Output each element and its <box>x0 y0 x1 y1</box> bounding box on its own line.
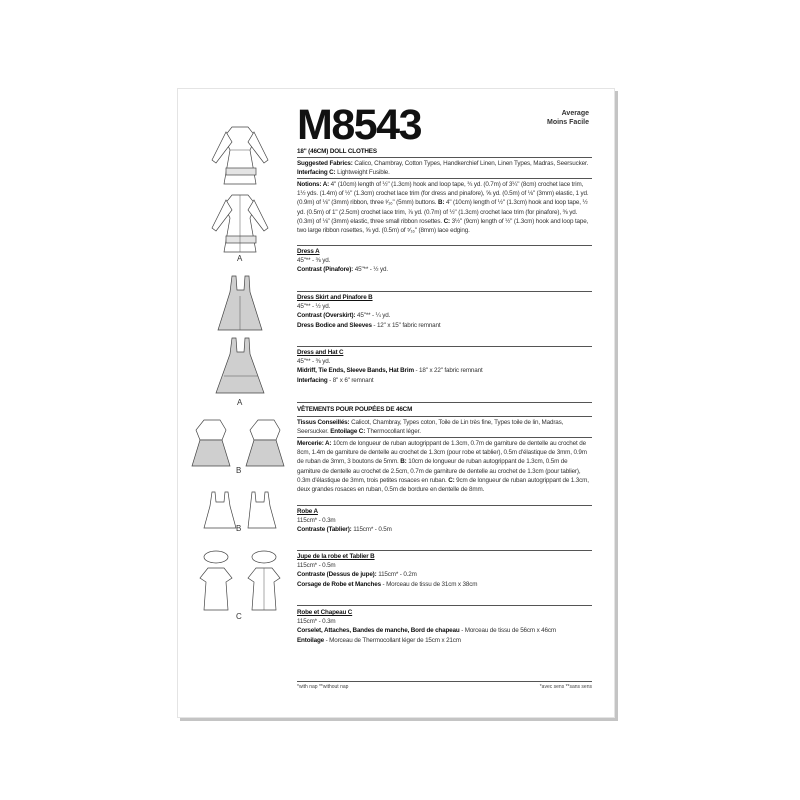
tissus-conseilles <box>297 418 592 436</box>
text: 115cm* - 0.5m <box>297 562 336 570</box>
text: 45"** - ⅜ yd. <box>297 358 331 366</box>
bold-label: Interfacing <box>297 376 328 384</box>
text: - 18" x 22" fabric remnant <box>413 367 483 375</box>
bold-label: Contraste (Tablier): <box>297 526 354 534</box>
divider <box>297 505 592 506</box>
notions <box>297 180 592 235</box>
text: Calicot, Chambray, Types coton, Toile de Lin très fine, Types toile de lin, Madras, Seersucker. <box>297 419 564 436</box>
view-heading: Dress Skirt and Pinafore B <box>297 294 373 301</box>
text: - Morceau de Thermocollant léger de 15cm x 21cm <box>324 636 461 644</box>
difficulty-fr: Moins Facile <box>546 119 589 126</box>
metrage-robe-c <box>297 608 592 645</box>
bold-label: B: <box>438 199 446 207</box>
french-title: VÊTEMENTS POUR POUPÉES DE 46CM <box>297 406 413 413</box>
text: 4" (10cm) length of ½" (1.3cm) hook and loop tape, ½ yd. (0.5m) of 1" (2.5cm) crochet lace trim, ⅞ yd. (0.7m) of ½" (1.3cm) crochet lace trim (for pinafore), ⅜ yd. (0.3m) of ⅛" (3mm) elastic, three small ribbon rosettes. <box>297 199 588 225</box>
bold-label: Suggested Fabrics: <box>297 160 355 167</box>
footnote-en: *with nap **without nap <box>297 684 349 690</box>
divider <box>297 346 592 347</box>
divider <box>297 681 592 682</box>
paragraph <box>297 321 592 330</box>
mercerie <box>297 439 592 494</box>
text: - 8" x 6" remnant <box>327 376 374 384</box>
divider <box>297 157 592 158</box>
text: 115cm* - 0.5m <box>353 526 392 534</box>
paragraph <box>297 256 592 265</box>
view-heading: Robe et Chapeau C <box>297 609 353 616</box>
metrage-robe-b <box>297 552 592 589</box>
divider <box>297 550 592 551</box>
view-label: A <box>237 254 243 263</box>
paragraph <box>297 626 592 635</box>
paragraph <box>297 311 592 320</box>
pattern-number: M8543 <box>297 101 421 149</box>
bold-label: Tissus Conseillés: <box>297 419 352 426</box>
bold-label: Contraste (Dessus de jupe): <box>297 571 379 579</box>
view-label: B <box>236 524 242 533</box>
text: 45"** - ⅜ yd. <box>297 257 331 265</box>
pinafore-b-front-drawing <box>204 492 236 528</box>
paragraph <box>297 180 592 235</box>
view-illustrations <box>177 88 297 648</box>
text: 3½" (9cm) length of ½" (1.3cm) hook and loop tape, two large ribbon rosettes, ⅝ yd. (0.5m) of ⁵⁄₁₆" (8mm) lace edging. <box>297 217 589 235</box>
english-title: 18" (46CM) DOLL CLOTHES <box>297 148 377 155</box>
text: 10cm de longueur de ruban autogrippant de 1.3cm, 0.5m de garniture de dentelle au crochet de 2.5cm, 0.7m de garniture de dentelle au crochet de 1.3cm (pour tablier), 0.3m d'élastique de 3mm, trois petites rosaces en ruban. <box>297 458 581 484</box>
dress-a-front-drawing <box>212 127 268 184</box>
divider <box>297 437 592 438</box>
difficulty-en: Average <box>561 110 589 117</box>
paragraph <box>297 265 592 274</box>
view-heading: Jupe de la robe et Tablier B <box>297 553 375 560</box>
view-label: B <box>236 466 242 475</box>
bold-label: Entoilage <box>297 636 324 644</box>
paragraph <box>297 580 592 589</box>
text: - Morceau de tissu de 31cm x 38cm <box>380 580 478 588</box>
divider <box>297 416 592 417</box>
paragraph <box>297 168 592 177</box>
view-heading: Dress A <box>297 248 320 255</box>
bold-label: B: <box>400 458 409 466</box>
dress-c-back-drawing <box>248 551 280 610</box>
bold-label: Entoilage C: <box>330 428 367 436</box>
bold-label: Interfacing C: <box>297 169 338 177</box>
dress-b-front-drawing <box>192 420 230 466</box>
text: 45"** - ½ yd. <box>297 303 331 311</box>
difficulty-level <box>547 109 589 127</box>
dress-a-back-drawing <box>212 195 268 252</box>
view-label: A <box>237 398 243 407</box>
text: 4" (10cm) length of ½" (1.3cm) hook and loop tape, ¾ yd. (0.7m) of 3¼" (8cm) crochet lace trim, 1½ yds. (1.4m) of ½" (1.3cm) crochet lace trim (for dress and pinafore), ⅝ yd. (0.5m) of ⅛" (3mm) elastic, 1 yd. (0.9m) of ⅛" (3mm) ribbon, three ³⁄₁₆" (5mm) buttons. <box>297 181 589 207</box>
metrage-robe-a <box>297 507 592 535</box>
bold-label: C: <box>448 476 457 484</box>
text: - 12" x 15" fabric remnant <box>371 321 441 329</box>
dress-c-front-drawing <box>200 551 232 610</box>
text: Calico, Chambray, Cotton Types, Handkerchief Linen, Linen Types, Madras, Seersucker. <box>354 160 589 167</box>
paragraph <box>297 525 592 534</box>
paragraph <box>297 636 592 645</box>
paragraph <box>297 159 592 168</box>
view-label: C <box>236 612 242 621</box>
text: Lightweight Fusible. <box>337 169 390 177</box>
divider <box>297 291 592 292</box>
paragraph <box>297 366 592 375</box>
bold-label: Corsage de Robe et Manches <box>297 580 381 588</box>
yardage-dress-a <box>297 247 592 275</box>
paragraph <box>297 357 592 366</box>
paragraph <box>297 302 592 311</box>
divider <box>297 402 592 403</box>
paragraph <box>297 516 592 525</box>
pinafore-b-back-drawing <box>248 492 276 528</box>
text: 115cm* - 0.2m <box>378 571 417 579</box>
paragraph <box>297 617 592 626</box>
text: 115cm* - 0.3m <box>297 517 336 525</box>
dress-b-back-drawing <box>246 420 284 466</box>
text: 9cm de longueur de ruban autogrippant de 1.3cm, deux grandes rosaces en ruban, 0.5m de bordure en dentelle de 8mm. <box>297 476 589 494</box>
text: - Morceau de tissu de 56cm x 46cm <box>459 627 556 635</box>
bold-label: Contrast (Overskirt): <box>297 312 358 320</box>
text: 45"** - ¼ yd. <box>357 312 391 320</box>
bold-label: Corselet, Attaches, Bandes de manche, Bord de chapeau <box>297 627 460 635</box>
yardage-dress-c <box>297 348 592 385</box>
text: Thermocollant léger. <box>366 428 421 436</box>
paragraph <box>297 418 592 436</box>
paragraph <box>297 439 592 494</box>
bold-label: Notions: A: <box>297 181 331 188</box>
footnote-fr: *avec sens **sans sens <box>539 684 592 690</box>
yardage-dress-b <box>297 293 592 330</box>
divider <box>297 245 592 246</box>
bold-label: C: <box>443 217 452 225</box>
paragraph <box>297 376 592 385</box>
paragraph <box>297 561 592 570</box>
bold-label: Contrast (Pinafore): <box>297 266 355 274</box>
view-heading: Robe A <box>297 508 318 515</box>
paragraph <box>297 570 592 579</box>
text: 45"** - ½ yd. <box>354 266 388 274</box>
pinafore-a-overskirt-drawing <box>218 276 262 330</box>
divider <box>297 178 592 179</box>
bold-label: Mercerie: A: <box>297 440 333 447</box>
pinafore-a-drawing <box>216 338 264 393</box>
text: 115cm* - 0.3m <box>297 618 336 626</box>
bold-label: Midriff, Tie Ends, Sleeve Bands, Hat Brim <box>297 367 414 375</box>
text: 10cm de longueur de ruban autogrippant de 1.3cm, 0.7m de garniture de dentelle au crochet de 8cm, 1.4m de garniture de dentelle au crochet de 1.3cm (pour robe et tablier), 0.5m d'élastique de 3mm, 0.9m de ruban de 3mm, 3 boutons de 5mm. <box>297 440 587 466</box>
bold-label: Dress Bodice and Sleeves <box>297 321 372 329</box>
view-heading: Dress and Hat C <box>297 349 344 356</box>
suggested-fabrics <box>297 159 592 177</box>
divider <box>297 605 592 606</box>
